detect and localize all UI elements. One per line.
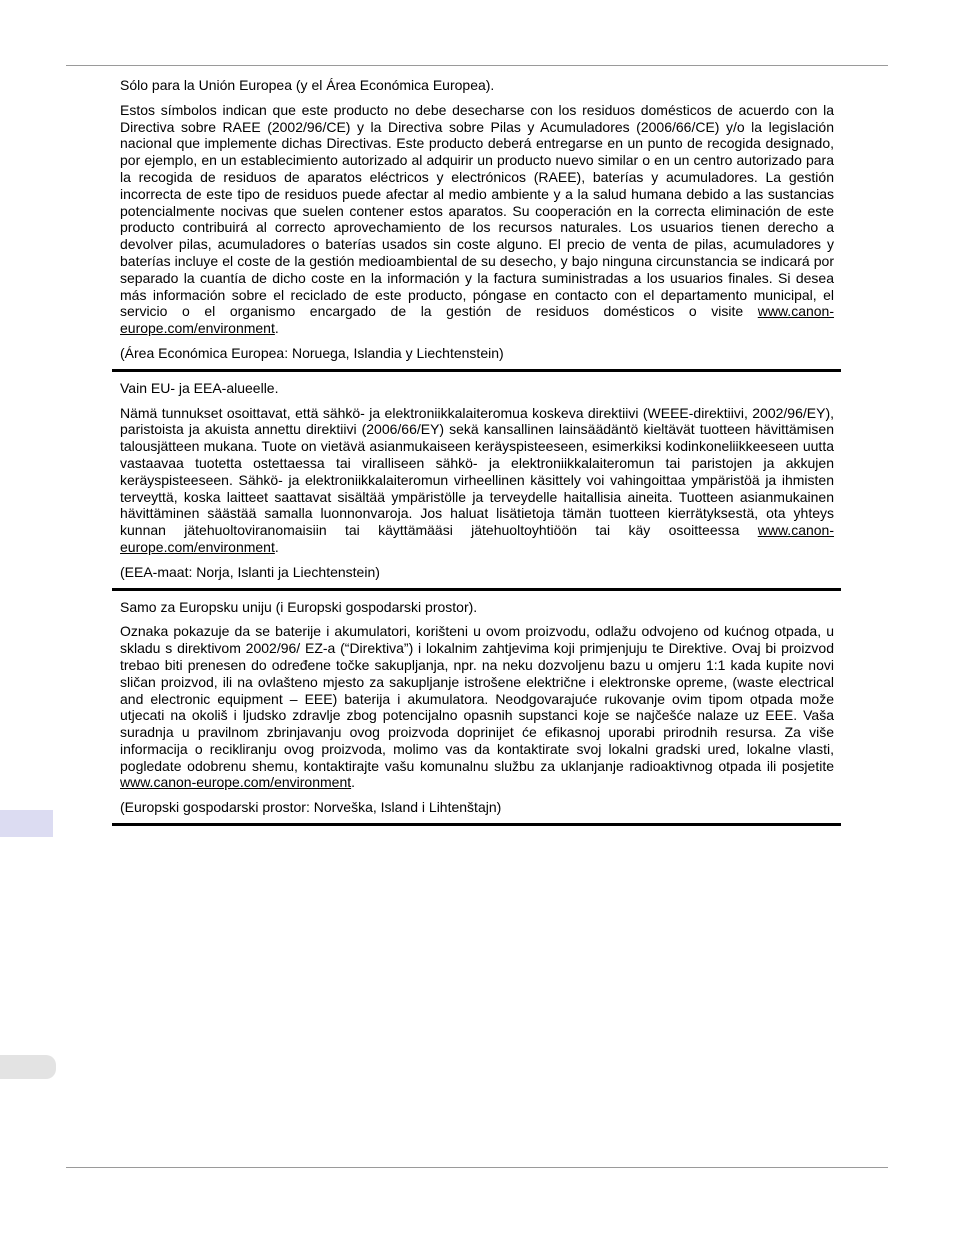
section-title: Sólo para la Unión Europea (y el Área Económica Europea).: [120, 77, 495, 93]
section-body: Oznaka pokazuje da se baterije i akumulatori, korišteni u ovom proizvodu, odlažu odvojeno od kućnog otpada, u skladu s direktivom 2002/96/ EZ-a (“Direktiva”) i lokalnim zahtjevima koji primjenjuju te Direktive. Ovaj bi proizvod trebao biti prenesen do određene točke sakupljanja, npr. na neku dozvoljenu bazu u omjeru 1:1 kada kupite novi sličan proizvod, ili na ovlašteno mjesto za sakupljanje istrošene električne i elektronske opreme, (waste electrical and electronic equipment – EEE) baterija i akumulatora. Neodgovarajuće rukovanje ovim tipom otpada može utjecati na okoliš i ljudsko zdravlje zbog potencijalno opasnih supstanci koje se najčešće nalaze uz EEE. Vaša suradnja u pravilnom zbrinjavanju ovog proizvoda doprinijet će efikasnoj uporabi prirodnih resursa. Za više informacija o recikliranju ovog proizvoda, molimo vas da kontaktirate svoj lokalni gradski ured, lokalne vlasti, pogledate odobrenu shemu, kontaktirajte vašu komunalnu službu za uklanjanje radioaktivnog otpada ili posjetite www.canon-europe.com/environment.: [120, 623, 834, 791]
section-footer: (Europski gospodarski prostor: Norveška, Island i Lihtenštajn): [120, 799, 502, 816]
environment-link[interactable]: www.canon-europe.com/environment: [120, 522, 835, 555]
chapter-side-tab: [0, 810, 53, 837]
footer-rule: [66, 1167, 888, 1168]
disposal-notice-table: [112, 73, 841, 826]
section-body: Estos símbolos indican que este producto no debe desecharse con los residuos domésticos de acuerdo con la Directiva sobre RAEE (2002/96/CE) y la Directiva sobre Pilas y Acumuladores (2006/66/CE) y/o la legislación nacional que implemente dichas Directivas. Este producto deberá entregarse en un punto de recogida designado, por ejemplo, en un establecimiento autorizado al adquirir un producto nuevo similar o en un centro autorizado para la recogida de residuos de aparatos eléctricos y electrónicos (RAEE), baterías y acumuladores. La gestión incorrecta de este tipo de residuos puede afectar al medio ambiente y a la salud humana debido a las sustancias potencialmente nocivas que suelen contener estos aparatos. Su cooperación en la correcta eliminación de este producto contribuirá al correcto aprovechamiento de los recursos naturales. Los usuarios tienen derecho a devolver pilas, acumuladores o baterías usados sin coste alguno. El precio de venta de pilas, acumuladores y baterías incluye el coste de la gestión medioambiental de su desecho, y bajo ninguna circunstancia se indicará por separado la cuantía de dicho coste en la información y la factura suministradas a los usuarios finales. Si desea más información sobre el reciclado de este producto, póngase en contacto con el departamento municipal, el servicio o el organismo encargado de la gestión de residuos domésticos o visite www.canon-europe.com/environment.: [120, 101, 835, 337]
notice-section-es: [112, 73, 841, 372]
section-body-text: Oznaka pokazuje da se baterije i akumulatori, korišteni u ovom proizvodu, odlažu odvojeno od kućnog otpada, u skladu s direktivom 2002/96/ EZ-a (“Direktiva”) i lokalnim zahtjevima koji primjenjuju te Direktive. Ovaj bi proizvod trebao biti prenesen do određene točke sakupljanja, npr. na neku dozvoljenu bazu u omjeru 1:1 kada kupite novi sličan proizvod, ili na ovlašteno mjesto za sakupljanje istrošene električne i elektronske opreme, (waste electrical and electronic equipment – EEE) baterija i akumulatora. Neodgovarajuće rukovanje ovim tipom otpada može utjecati na okoliš i ljudsko zdravlje zbog potencijalno opasnih supstanci koje se najčešće nalaze uz EEE. Vaša suradnja u pravilnom zbrinjavanju ovog proizvoda doprinijet će efikasnoj uporabi prirodnih resursa. Za više informacija o recikliranju ovog proizvoda, molimo vas da kontaktirate svoj lokalni gradski ured, lokalne vlasti, pogledate odobrenu shemu, kontaktirajte vašu komunalnu službu za uklanjanje radioaktivnog otpada ili posjetite: [120, 623, 834, 774]
notice-section-fi: [112, 372, 841, 591]
section-title: Samo za Europsku uniju (i Europski gospodarski prostor).: [120, 598, 478, 615]
section-footer: (Área Económica Europea: Noruega, Islandia y Liechtenstein): [120, 344, 504, 361]
environment-link[interactable]: www.canon-europe.com/environment: [120, 774, 352, 791]
section-body-text: Nämä tunnukset osoittavat, että sähkö- ja elektroniikkalaiteromua koskeva direktiivi (WEEE-direktiivi, 2002/96/EY), paristoista ja akuista annettu direktiivi (2006/66/EY) sekä kansallinen lainsäädäntö kieltävät tuotteen hävittämisen talousjätteen mukana. Tuote on vietävä asianmukaiseen keräyspisteeseen, esimerkiksi kodinkoneliikkeeseen uutta vastaavaa tuotetta ostettaessa tai viralliseen sähkö- ja elektroniikkalaiteromun tai paristojen ja akkujen keräyspisteeseen. Sähkö- ja elektroniikkalaiteromun virheellinen käsittely voi vahingoittaa ympäristöä ja ihmisten terveyttä, koska laitteet saattavat sisältää ympäristölle ja terveydelle haitallisia aineita. Tuotteen asianmukainen hävittäminen säästää samalla luonnonvaroja. Jos haluat lisätietoja tämän tuotteen kierrätyksestä, ota yhteys kunnan jätehuoltoviranomaisiin tai käyttämääsi jätehuoltoyhtiöön tai käy osoitteessa: [120, 404, 834, 539]
section-body-text: Estos símbolos indican que este producto no debe desecharse con los residuos domésticos de acuerdo con la Directiva sobre RAEE (2002/96/CE) y la Directiva sobre Pilas y Acumuladores (2006/66/CE) y/o la legislación nacional que implemente dichas Directivas. Este producto deberá entregarse en un punto de recogida designado, por ejemplo, en un establecimiento autorizado al adquirir un producto nuevo similar o en un centro autorizado para la recogida de residuos de aparatos eléctricos y electrónicos (RAEE), baterías y acumuladores. La gestión incorrecta de este tipo de residuos puede afectar al medio ambiente y a la salud humana debido a las sustancias potencialmente nocivas que suelen contener estos aparatos. Su cooperación en la correcta eliminación de este producto contribuirá al correcto aprovechamiento de los recursos naturales. Los usuarios tienen derecho a devolver pilas, acumuladores o baterías usados sin coste alguno. El precio de venta de pilas, acumuladores y baterías incluye el coste de la gestión medioambiental de su desecho, y bajo ninguna circunstancia se indicará por separado la cuantía de dicho coste en la información y la factura suministradas a los usuarios finales. Si desea más información sobre el reciclado de este producto, póngase en contacto con el departamento municipal, el servicio o el organismo encargado de la gestión de residuos domésticos o visite: [120, 101, 834, 320]
environment-link[interactable]: www.canon-europe.com/environment: [120, 303, 835, 337]
section-footer: (EEA-maat: Norja, Islanti ja Liechtenstein): [120, 563, 380, 580]
notice-section-hr: [112, 591, 841, 827]
page-side-marker: [0, 1055, 56, 1079]
section-title: Vain EU- ja EEA-alueelle.: [120, 379, 279, 396]
header-rule: [66, 65, 888, 66]
section-body: Nämä tunnukset osoittavat, että sähkö- ja elektroniikkalaiteromua koskeva direktiivi (WEEE-direktiivi, 2002/96/EY), paristoista ja akuista annettu direktiivi (2006/66/EY) sekä kansallinen lainsäädäntö kieltävät tuotteen hävittämisen talousjätteen mukana. Tuote on vietävä asianmukaiseen keräyspisteeseen, esimerkiksi kodinkoneliikkeeseen uutta vastaavaa tuotetta ostettaessa tai viralliseen sähkö- ja elektroniikkalaiteromun tai paristojen ja akkujen keräyspisteeseen. Sähkö- ja elektroniikkalaiteromun virheellinen käsittely voi vahingoittaa ympäristöä ja ihmisten terveyttä, koska laitteet saattavat sisältää ympäristölle ja terveydelle haitallisia aineita. Tuotteen asianmukainen hävittäminen säästää samalla luonnonvaroja. Jos haluat lisätietoja tämän tuotteen kierrätyksestä, ota yhteys kunnan jätehuoltoviranomaisiin tai käyttämääsi jätehuoltoyhtiöön tai käy osoitteessa www.canon-europe.com/environment.: [120, 404, 835, 555]
